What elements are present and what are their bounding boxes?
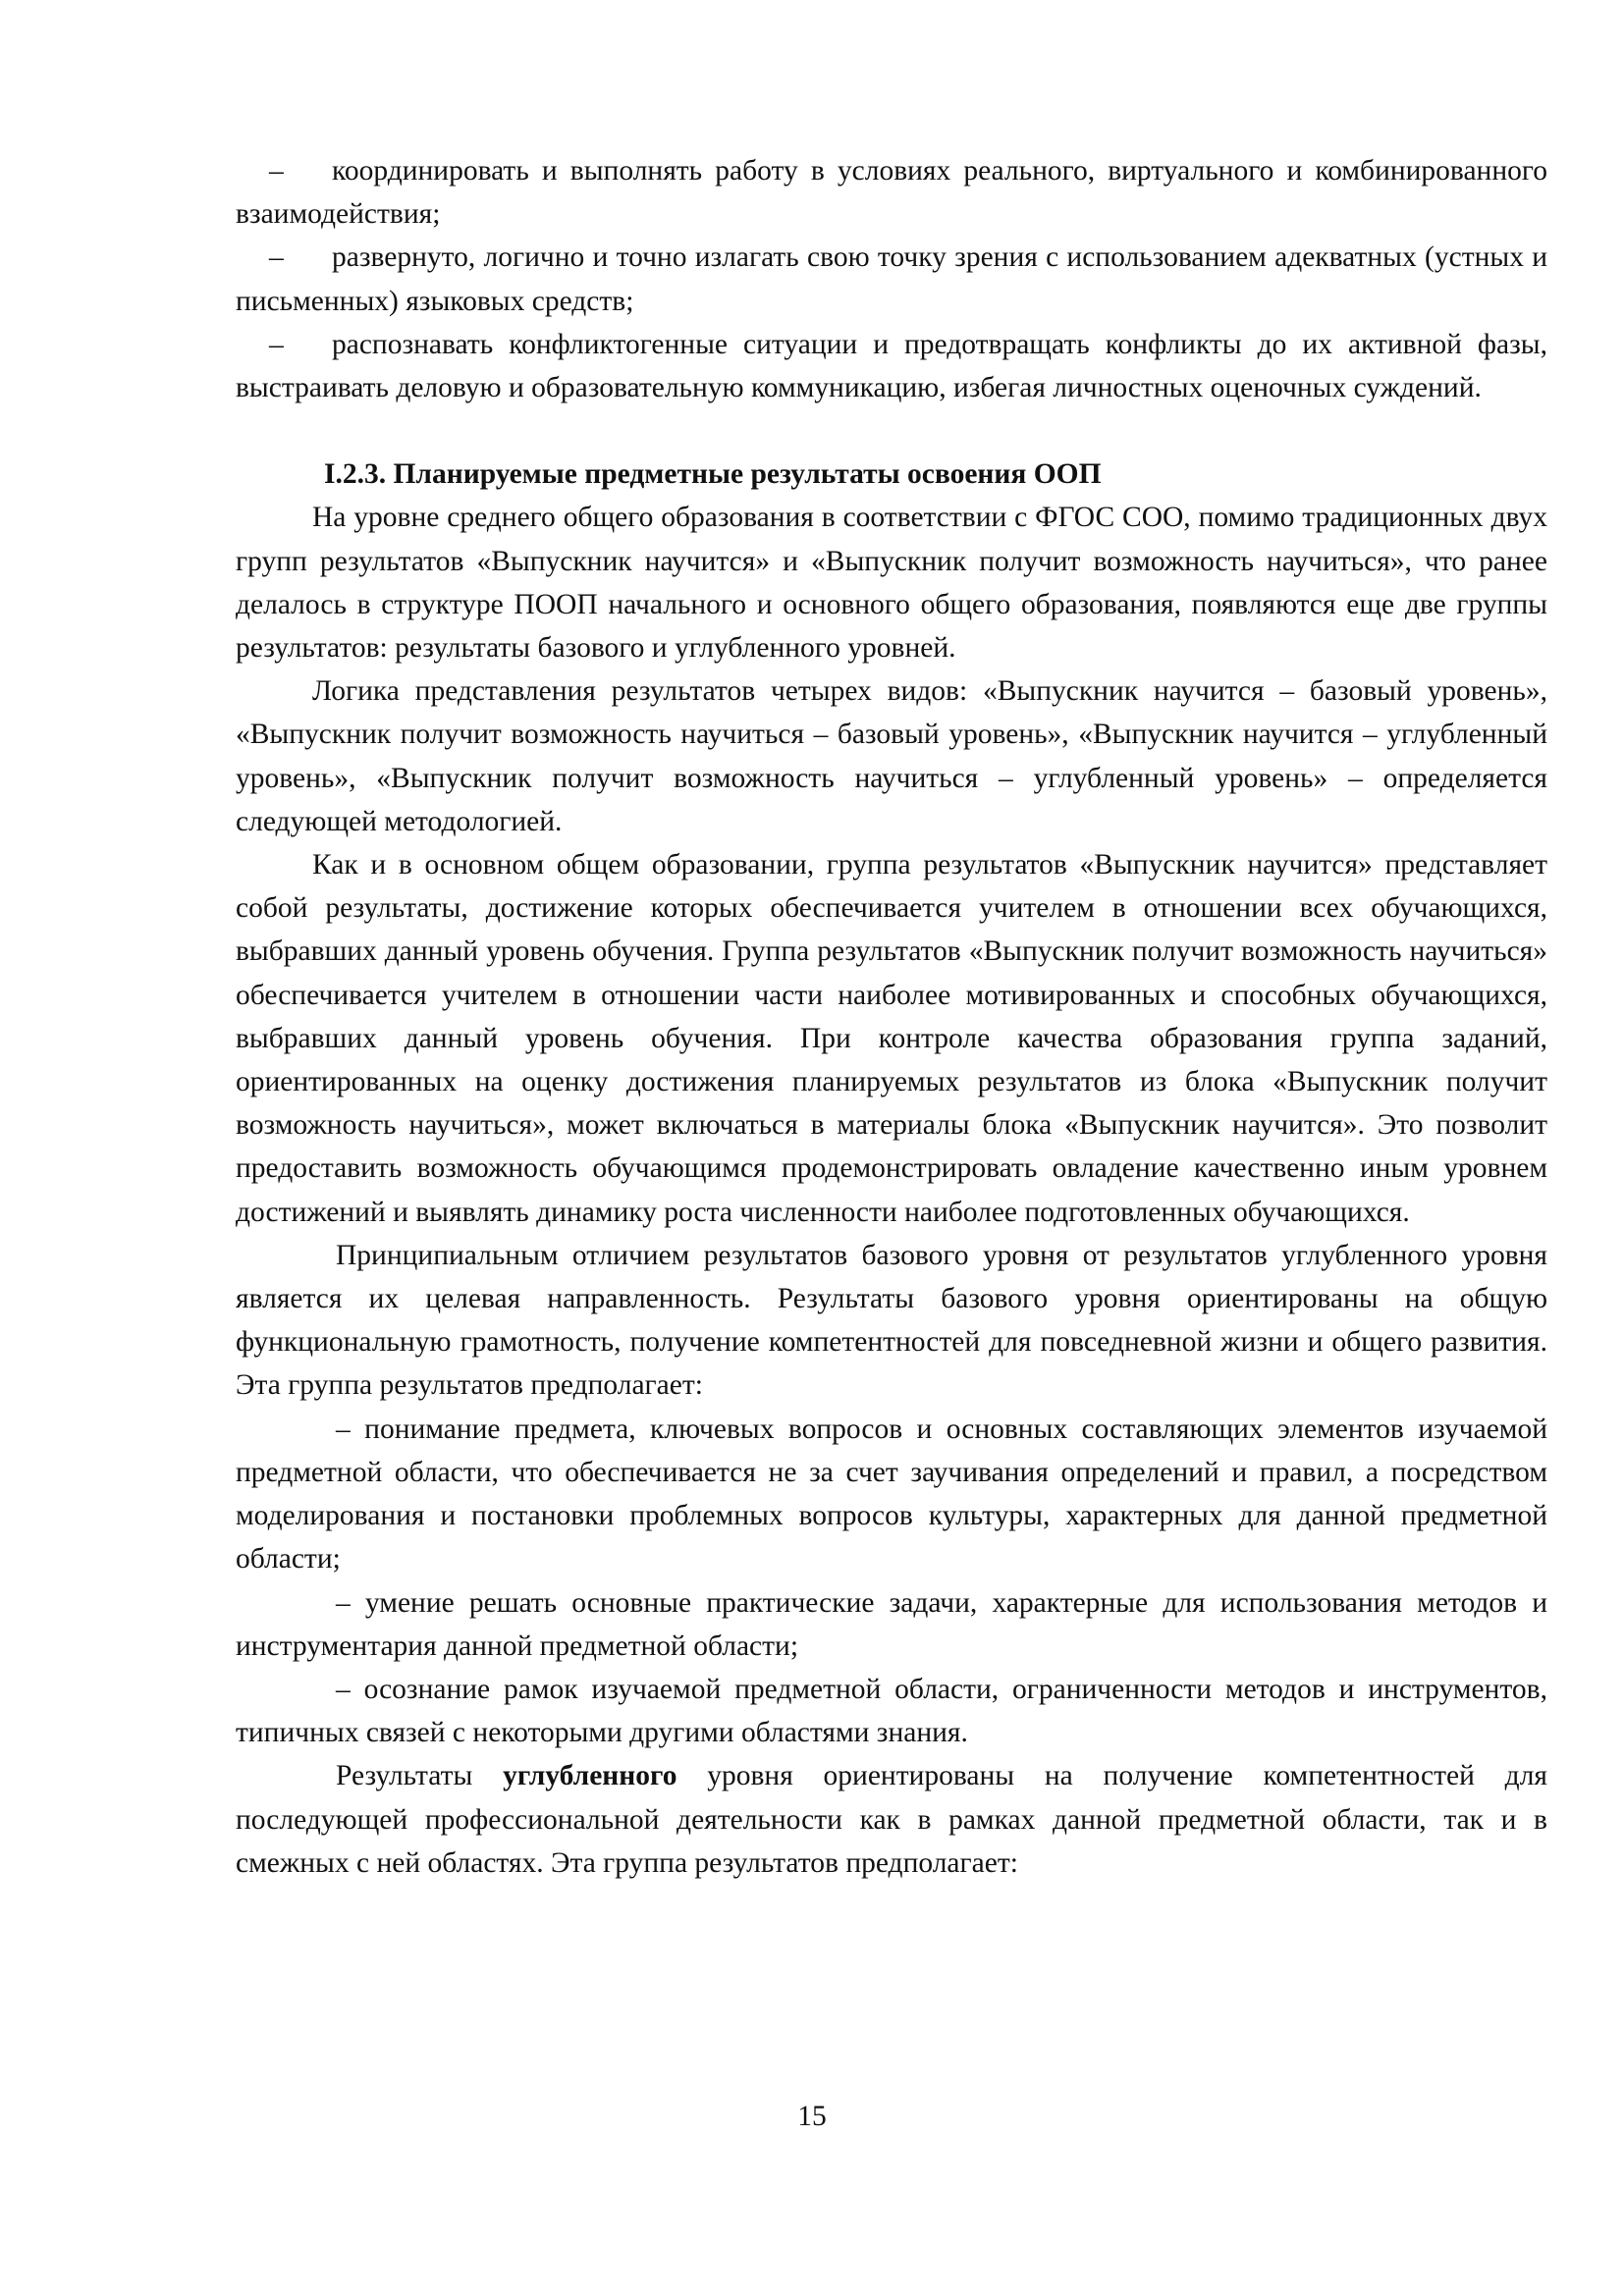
list-dash: – [269, 155, 284, 187]
bullet-item: – понимание предмета, ключевых вопросов и основных составляющих элементов изучаемой предметной области, что обеспечивается не за счет заучивания определений и правил, а посредством моделирования и постановки проблемных вопросов культуры, характерных для данной предметной области; [236, 1413, 1547, 1575]
list-item-text: распознавать конфликтогенные ситуации и предотвращать конфликты до их активной фазы, выстраивать деловую и образовательную коммуникацию, избегая личностных оценочных суждений. [236, 328, 1547, 404]
list-item-text: координировать и выполнять работу в условиях реального, виртуального и комбинированного взаимодействия; [236, 155, 1547, 231]
list-dash: – [269, 328, 284, 360]
paragraph: На уровне среднего общего образования в соответствии с ФГОС СОО, помимо традиционных двух групп результатов «Выпускник научится» и «Выпускник получит возможность научиться», что ранее делалось в структуре ПООП начального и основного общего образования, появляются еще две группы результатов: результаты базового и углубленного уровней. [236, 502, 1547, 665]
list-dash: – [269, 241, 284, 274]
paragraph: Принципиальным отличием результатов базового уровня от результатов углубленного уровня является их целевая направленность. Результаты базового уровня ориентированы на общую функциональную грамотность, получение компетентностей для повседневной жизни и общего развития. Эта группа результатов предполагает: [236, 1239, 1547, 1402]
paragraph-text: уровня ориентированы на получение компетентностей для последующей профессиональной деятельности как в рамках данной предметной области, так и в смежных с ней областях. Эта группа результатов предполагает: [236, 1760, 1547, 1879]
section-heading: I.2.3. Планируемые предметные результаты освоения ООП [324, 458, 1102, 491]
paragraph: Логика представления результатов четырех видов: «Выпускник научится – базовый уровень», «Выпускник получит возможность научиться – базовый уровень», «Выпускник научится – углубленный уровень», «Выпускник получит возможность научиться – углубленный уровень» – определяется следующей методологией. [236, 675, 1547, 837]
list-item [236, 149, 1547, 236]
page-number: 15 [797, 2101, 827, 2132]
bullet-item: – умение решать основные практические задачи, характерные для использования методов и инструментария данной предметной области; [236, 1586, 1547, 1662]
list-item [236, 236, 1547, 322]
paragraph: Как и в основном общем образовании, группа результатов «Выпускник научится» представляет собой результаты, достижение которых обеспечивается учителем в отношении всех обучающихся, выбравших данный уровень обучения. Группа результатов «Выпускник получит возможность научиться» обеспечивается учителем в отношении части наиболее мотивированных и способных обучающихся, выбравших данный уровень обучения. При контроле качества образования группа заданий, ориентированных на оценку достижения планируемых результатов из блока «Выпускник получит возможность научиться», может включаться в материалы блока «Выпускник научится». Это позволит предоставить возможность обучающимся продемонстрировать овладение качественно иным уровнем достижений и выявлять динамику роста численности наиболее подготовленных обучающихся. [236, 849, 1547, 1228]
list-item [236, 323, 1547, 409]
paragraph-text: Результаты [336, 1760, 504, 1792]
document-page [236, 149, 1547, 1885]
bullet-item: – осознание рамок изучаемой предметной области, ограниченности методов и инструментов, типичных связей с некоторыми другими областями знания. [236, 1673, 1547, 1749]
emphasis-text: углубленного [503, 1760, 677, 1792]
list-item-text: развернуто, логично и точно излагать свою точку зрения с использованием адекватных (устных и письменных) языковых средств; [236, 241, 1547, 317]
paragraph [236, 1754, 1547, 1885]
